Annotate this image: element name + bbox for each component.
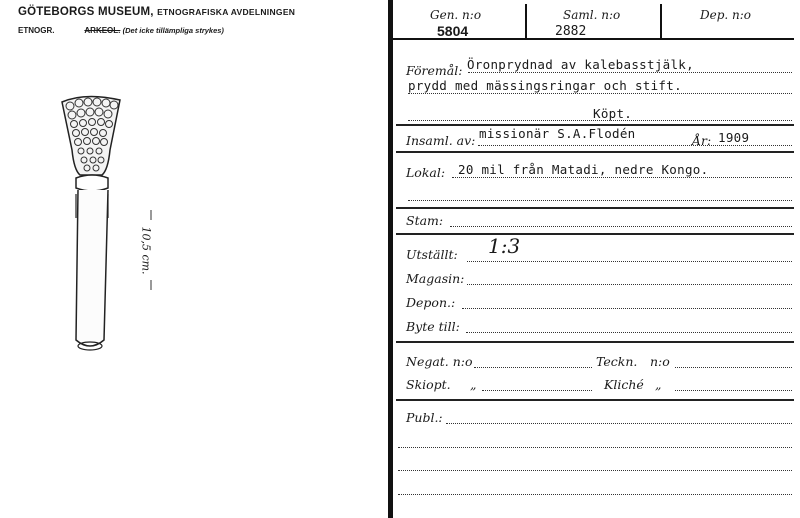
skiopt-quote: „	[470, 377, 477, 392]
dept-note: (Det icke tillämpliga strykes)	[122, 26, 224, 35]
department-line	[18, 26, 224, 35]
section-rule	[396, 399, 794, 401]
foremal-line-1: Öronprydnad av kalebasstjälk,	[467, 57, 694, 72]
section-rule	[396, 233, 794, 235]
card-left-border	[388, 0, 393, 518]
museum-department: ETNOGRAFISKA AVDELNINGEN	[157, 7, 296, 17]
negat-label: Negat. n:o	[406, 354, 473, 369]
lokal-label: Lokal:	[406, 165, 446, 180]
foremal-line-3: Köpt.	[593, 106, 633, 121]
header-separator	[525, 4, 527, 38]
section-rule	[396, 151, 794, 153]
museum-title: GÖTEBORGS MUSEUM, ETNOGRAFISKA AVDELNINGEN	[18, 6, 296, 18]
object-drawing	[40, 90, 150, 365]
teckn-label: Teckn.	[596, 354, 638, 369]
stam-label: Stam:	[406, 213, 444, 228]
depon-label: Depon.:	[406, 295, 456, 310]
section-rule	[396, 341, 794, 343]
insaml-label: Insaml. av:	[406, 133, 476, 148]
saml-label: Saml. n:o	[563, 8, 621, 22]
byte-label: Byte till:	[406, 319, 460, 334]
foremal-label: Föremål:	[406, 63, 463, 78]
dept-etnogr: ETNOGR.	[18, 26, 55, 35]
skiopt-label: Skiopt.	[406, 377, 451, 392]
saml-value: 2882	[555, 24, 587, 39]
utstallt-label: Utställt:	[406, 247, 458, 262]
gen-value: 5804	[437, 23, 469, 39]
foremal-line-2: prydd med mässingsringar och stift.	[408, 78, 682, 93]
magasin-label: Magasin:	[406, 271, 465, 286]
dept-arkeol: ARKEOL.	[84, 26, 121, 35]
publ-label: Publ.:	[406, 410, 443, 425]
utstallt-value: 1:3	[488, 234, 521, 258]
kliche-label: Kliché	[604, 377, 644, 392]
section-rule	[396, 207, 794, 209]
ar-value: 1909	[718, 130, 750, 145]
gen-label: Gen. n:o	[430, 8, 482, 22]
teckn-no: n:o	[650, 354, 670, 369]
kliche-quote: „	[655, 377, 662, 392]
lokal-value: 20 mil från Matadi, nedre Kongo.	[458, 162, 709, 177]
dimension-note: 10,5 cm.	[139, 226, 153, 275]
dep-label: Dep. n:o	[700, 8, 752, 22]
insaml-value: missionär S.A.Flodén	[479, 126, 636, 141]
header-separator	[660, 4, 662, 38]
ar-label: År:	[692, 133, 712, 148]
